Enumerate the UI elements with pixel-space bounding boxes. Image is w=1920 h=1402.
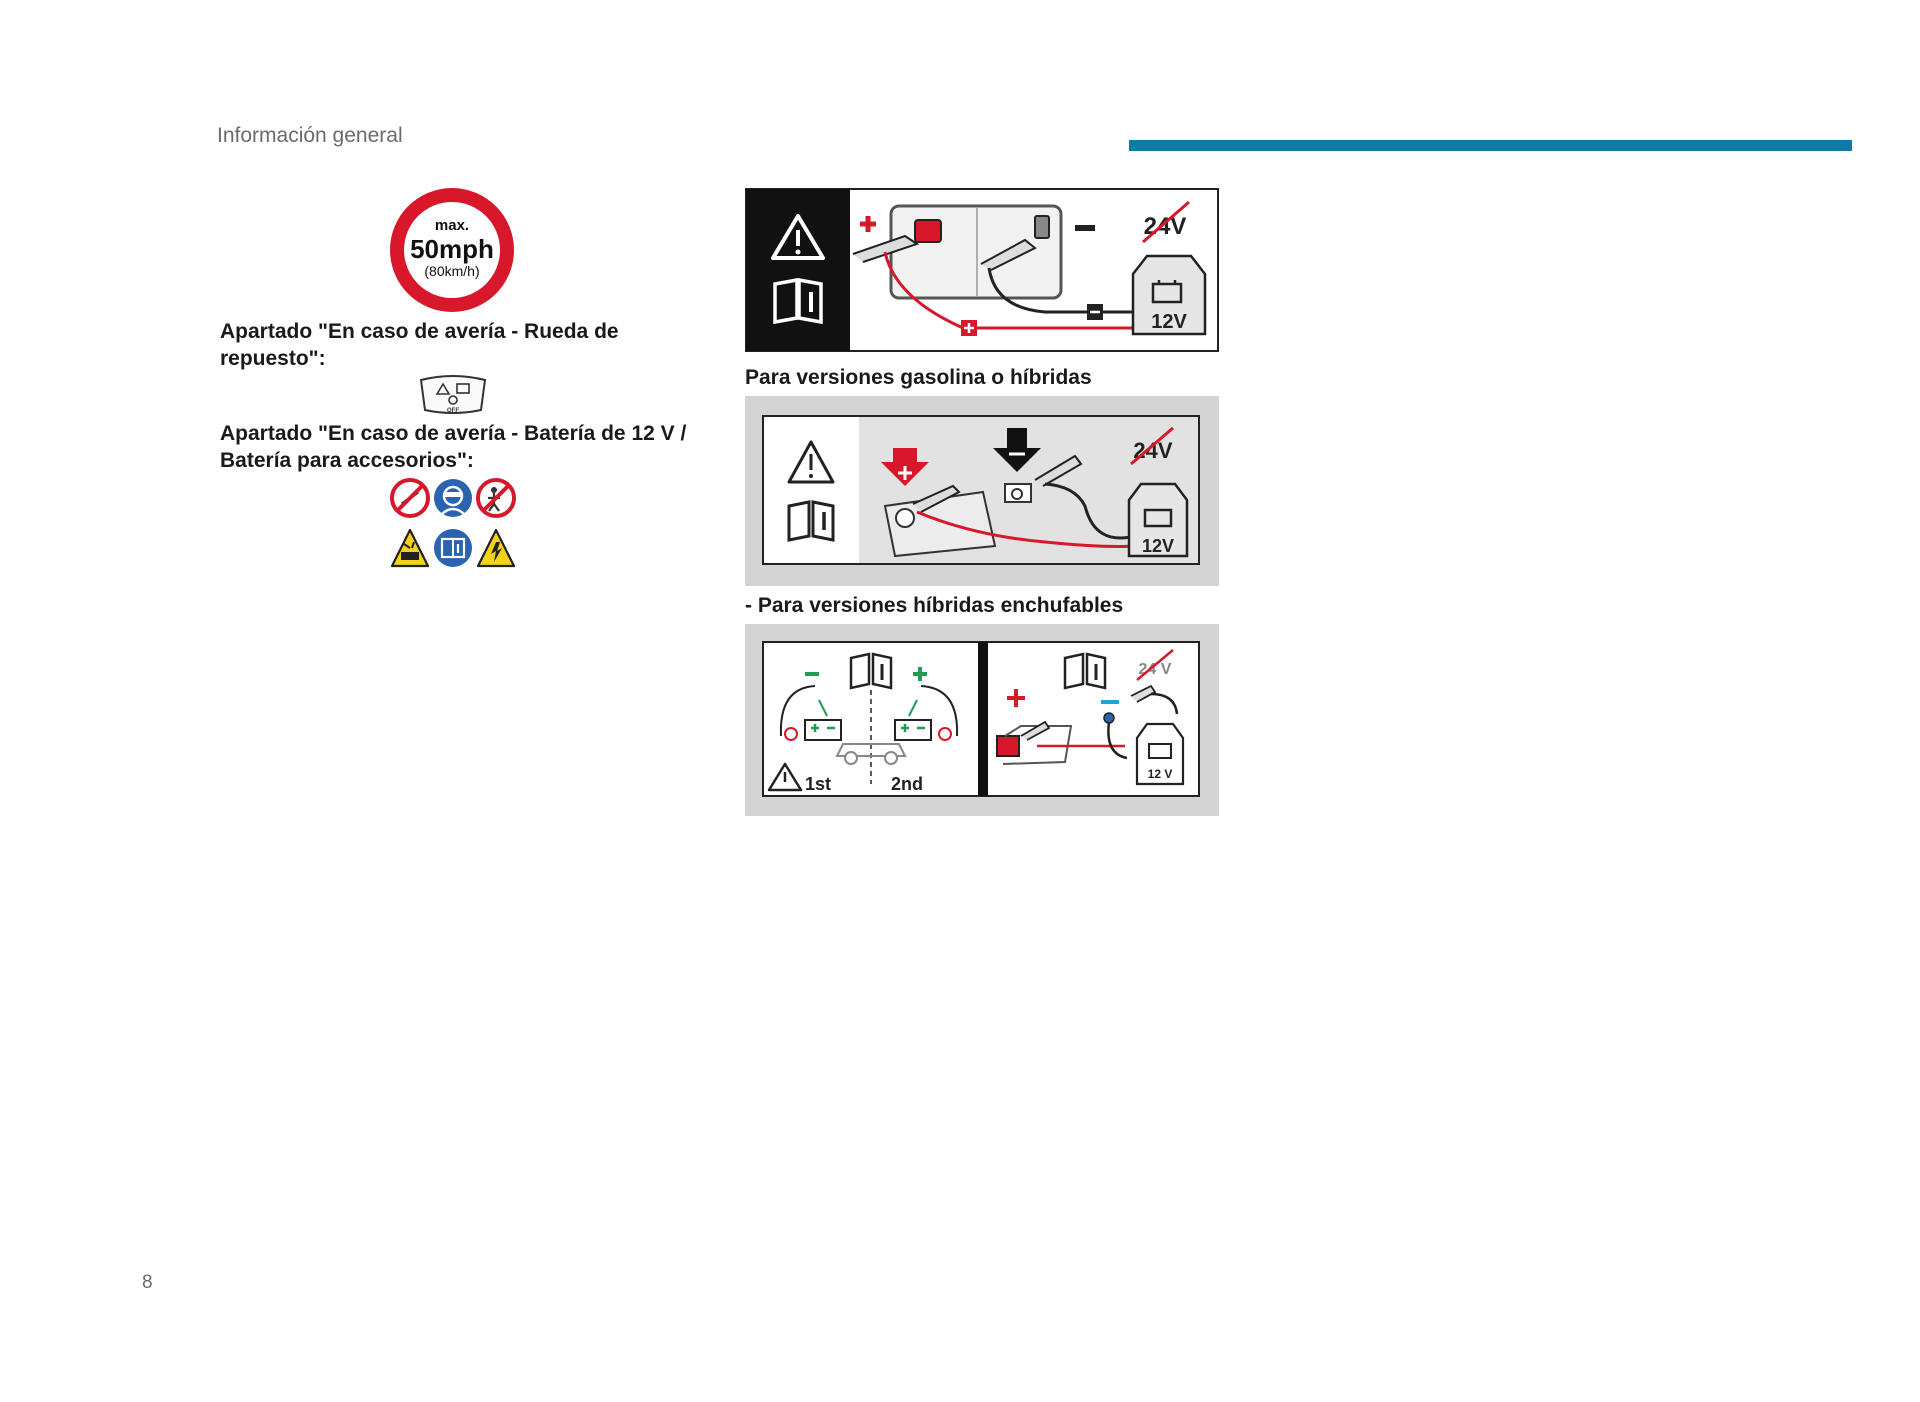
jump-start-figure-top <box>745 188 1219 352</box>
jump-start-figure-petrol <box>745 396 1219 586</box>
no-smoking-icon <box>392 480 428 516</box>
heading-petrol-hybrid: Para versiones gasolina o híbridas <box>745 366 1092 389</box>
first-step-label: 1st <box>805 774 832 794</box>
voltage-ok-label-plugin: 12 V <box>1147 767 1173 781</box>
speed-limit-sign-icon <box>388 186 516 314</box>
section-title: Información general <box>217 124 403 147</box>
charger-icon <box>1129 484 1187 556</box>
jump-start-figure-plugin <box>745 624 1219 816</box>
off-label: OFF <box>447 408 459 414</box>
face-protection-icon <box>434 479 472 517</box>
voltage-ok-label: 12V <box>1151 311 1187 333</box>
heading-battery: Apartado "En caso de avería - Batería de 12 V / Batería para accesorios": <box>220 422 687 472</box>
safety-icons-group <box>390 478 516 570</box>
explosive-gas-warning-icon <box>478 530 514 566</box>
voltage-crossed-label-plugin: 24 V <box>1138 661 1172 678</box>
read-manual-icon <box>434 529 472 567</box>
keep-children-away-icon <box>478 480 514 516</box>
speed-sign-mph: 50mph <box>410 234 494 264</box>
charger-icon <box>1133 256 1205 334</box>
voltage-crossed-label-petrol: 24V <box>1133 438 1173 463</box>
header-accent-bar <box>1129 140 1852 151</box>
voltage-ok-label-petrol: 12V <box>1141 536 1175 556</box>
second-step-label: 2nd <box>891 774 924 794</box>
voltage-crossed-label: 24V <box>1143 213 1187 240</box>
hazard-off-switch-icon <box>417 372 489 416</box>
page-number: 8 <box>142 1272 153 1293</box>
speed-sign-max: max. <box>434 217 470 234</box>
heading-plugin-hybrid: - Para versiones híbridas enchufables <box>745 594 1124 617</box>
corrosive-warning-icon <box>392 530 428 566</box>
charger-icon <box>1137 724 1183 784</box>
heading-spare-wheel: Apartado "En caso de avería - Rueda de repuesto": <box>220 320 619 370</box>
speed-sign-kmh: (80km/h) <box>424 263 480 279</box>
